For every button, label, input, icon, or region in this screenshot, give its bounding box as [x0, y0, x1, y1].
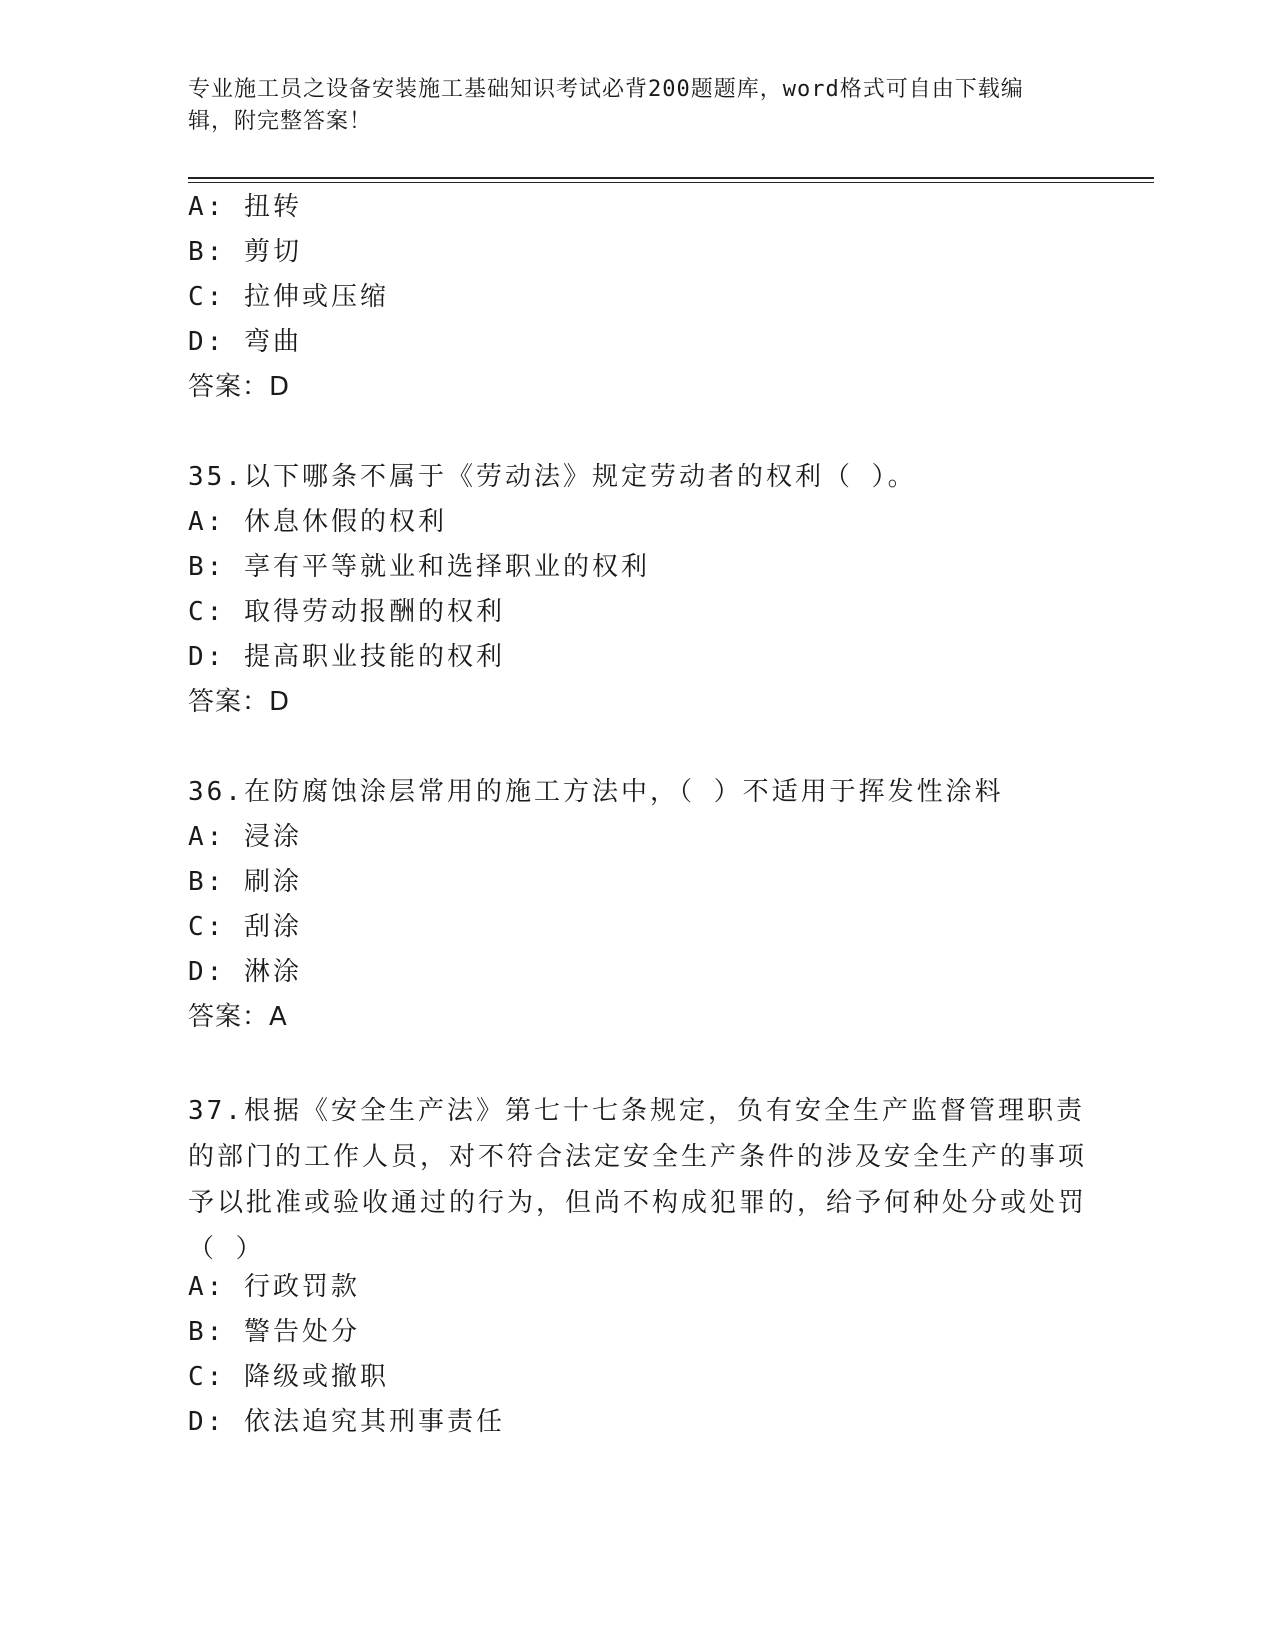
q37-option-c: C: 降级或撤职	[188, 1362, 389, 1392]
q36-option-b: B: 刷涂	[188, 867, 302, 897]
q35-stem: 35.以下哪条不属于《劳动法》规定劳动者的权利（ ）。	[188, 462, 917, 492]
q35-option-d: D: 提高职业技能的权利	[188, 642, 505, 672]
q37-stem: 37.根据《安全生产法》第七十七条规定，负有安全生产监督管理职责的部门的工作人员，对不符合法定安全生产条件的涉及安全生产的事项予以批准或验收通过的行为，但尚不构成犯罪的，给予何种处分或处罚（ ）	[188, 1096, 1088, 1264]
q36-option-d: D: 淋涂	[188, 957, 302, 987]
q37-option-b: B: 警告处分	[188, 1317, 360, 1347]
q35-option-c: C: 取得劳动报酬的权利	[188, 597, 505, 627]
header-divider	[188, 177, 1154, 179]
q36-answer: 答案：A	[188, 1002, 288, 1032]
document-header: 专业施工员之设备安装施工基础知识考试必背200题题库，word格式可自由下载编辑，附完整答案！	[188, 77, 1024, 134]
q34-option-c: C: 拉伸或压缩	[188, 282, 389, 312]
q35-answer: 答案：D	[188, 687, 291, 717]
q35-option-b: B: 享有平等就业和选择职业的权利	[188, 552, 650, 582]
q34-option-b: B: 剪切	[188, 237, 302, 267]
q36-option-a: A: 浸涂	[188, 822, 302, 852]
q34-option-d: D: 弯曲	[188, 327, 302, 357]
header-divider-thin	[188, 182, 1154, 183]
q37-option-d: D: 依法追究其刑事责任	[188, 1407, 505, 1437]
q34-answer: 答案：D	[188, 372, 291, 402]
q35-option-a: A: 休息休假的权利	[188, 507, 447, 537]
q34-option-a: A: 扭转	[188, 192, 302, 222]
q37-option-a: A: 行政罚款	[188, 1272, 360, 1302]
q36-stem: 36.在防腐蚀涂层常用的施工方法中，（ ）不适用于挥发性涂料	[188, 777, 1004, 807]
q36-option-c: C: 刮涂	[188, 912, 302, 942]
